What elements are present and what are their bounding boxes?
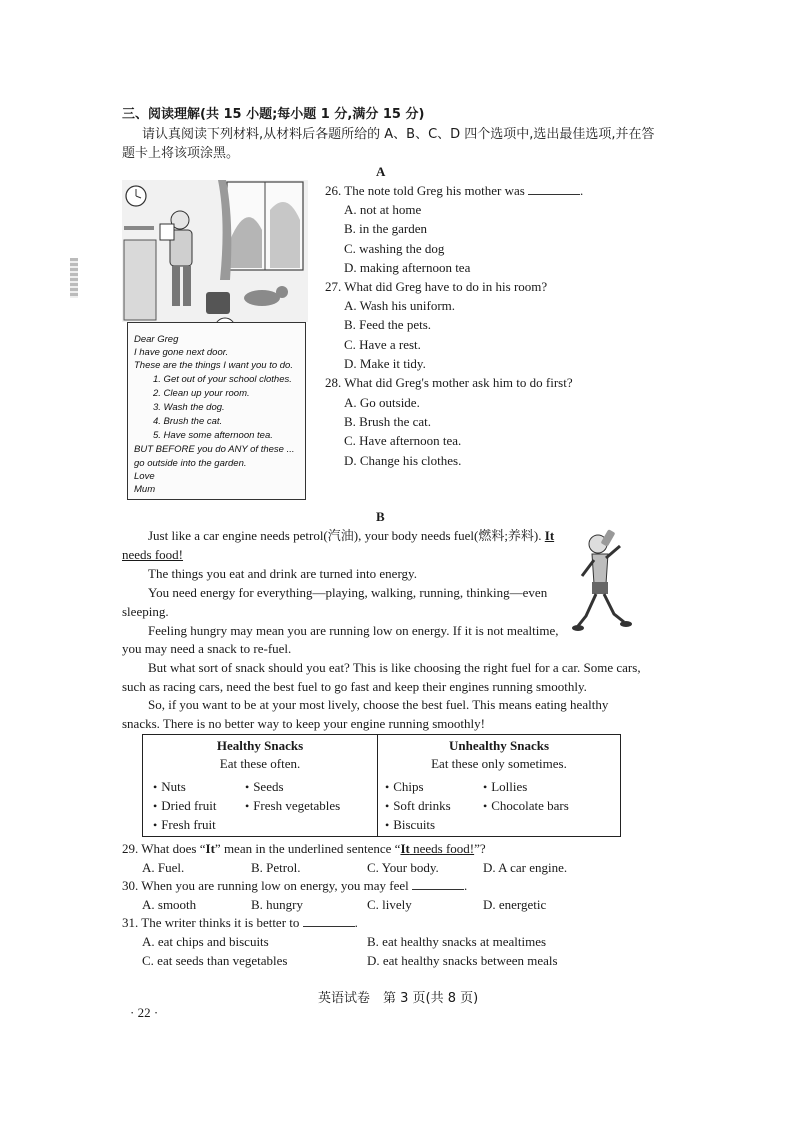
option-31b[interactable]: B. eat healthy snacks at mealtimes	[367, 934, 547, 949]
question-stem: ” mean in the underlined sentence “	[214, 841, 401, 856]
unhealthy-subtitle: Eat these only sometimes.	[431, 756, 567, 771]
healthy-item: • Seeds	[245, 778, 284, 796]
question-29	[122, 840, 486, 858]
option-29d[interactable]: D. A car engine.	[483, 860, 568, 875]
instruction-line-2: 题卡上将该项涂黑。	[122, 146, 240, 161]
passage-a-label: A	[376, 164, 386, 179]
para-text: Just like a car engine needs petrol(汽油), your body needs fuel(燃料;养料).	[148, 528, 542, 543]
quoted-it: It	[205, 841, 215, 856]
page-number: · 22 ·	[130, 1005, 159, 1020]
unhealthy-item: • Lollies	[483, 778, 527, 796]
option-31a[interactable]: A. eat chips and biscuits	[142, 934, 269, 949]
note-line: Dear Greg	[134, 334, 179, 345]
question-30	[122, 877, 467, 895]
option-26b[interactable]: B. in the garden	[344, 221, 428, 236]
passage-b-para1-line1	[148, 527, 554, 545]
note-line: BUT BEFORE you do ANY of these ...	[134, 444, 295, 455]
unhealthy-item: • Chips	[385, 778, 424, 796]
question-31	[122, 914, 358, 932]
margin-mark	[70, 258, 78, 298]
passage-b-para5-line1: But what sort of snack should you eat? This is like choosing the right fuel for a car. Some cars,	[148, 660, 641, 675]
note-line: These are the things I want you to do.	[134, 360, 293, 371]
passage-b-label: B	[376, 509, 385, 524]
runner-drinking-illustration	[568, 526, 640, 636]
option-31d[interactable]: D. eat healthy snacks between meals	[367, 953, 558, 968]
option-30d[interactable]: D. energetic	[483, 897, 547, 912]
question-stem: 26. The note told Greg his mother was	[325, 183, 525, 198]
page-footer-label: 英语试卷 第 3 页(共 8 页)	[318, 991, 479, 1006]
quoted-sentence: needs food!	[409, 841, 475, 856]
note-line: 5. Have some afternoon tea.	[153, 430, 273, 441]
healthy-subtitle: Eat these often.	[219, 756, 301, 771]
passage-b-para5-line2: such as racing cars, need the best fuel to go fast and keep their engines running smoothly.	[122, 679, 587, 694]
answer-blank	[303, 914, 355, 927]
healthy-item: • Fresh fruit	[153, 816, 216, 834]
unhealthy-item: • Biscuits	[385, 816, 435, 834]
option-31c[interactable]: C. eat seeds than vegetables	[142, 953, 288, 968]
passage-b-para3-line2: sleeping.	[122, 604, 169, 619]
quoted-it: It	[400, 841, 410, 856]
option-27b[interactable]: B. Feed the pets.	[344, 317, 432, 332]
question-stem: 31. The writer thinks it is better to	[122, 915, 300, 930]
passage-b-para4-line2: you may need a snack to re-fuel.	[122, 641, 292, 656]
note-line: I have gone next door.	[134, 347, 229, 358]
passage-b-para3-line1: You need energy for everything—playing, walking, running, thinking—even	[148, 585, 548, 600]
note-line: 3. Wash the dog.	[153, 402, 225, 413]
question-stem-end: .	[580, 183, 584, 198]
note-line: 1. Get out of your school clothes.	[153, 374, 292, 385]
option-30a[interactable]: A. smooth	[142, 897, 197, 912]
option-29c[interactable]: C. Your body.	[367, 860, 439, 875]
healthy-item: • Nuts	[153, 778, 186, 796]
answer-blank	[528, 182, 580, 195]
note-line: go outside into the garden.	[134, 458, 247, 469]
passage-b-para2: The things you eat and drink are turned into energy.	[148, 566, 417, 581]
section-title: 三、阅读理解(共 15 小题;每小题 1 分,满分 15 分)	[122, 107, 425, 122]
healthy-title: Healthy Snacks	[216, 738, 304, 753]
option-27d[interactable]: D. Make it tidy.	[344, 356, 426, 371]
note-line: Love	[134, 471, 155, 482]
unhealthy-item: • Chocolate bars	[483, 797, 569, 815]
question-stem-end: .	[354, 915, 358, 930]
underlined-it: It	[544, 528, 555, 543]
note-line: 4. Brush the cat.	[153, 416, 223, 427]
healthy-item: • Dried fruit	[153, 797, 216, 815]
note-line: 2. Clean up your room.	[153, 388, 250, 399]
option-30b[interactable]: B. hungry	[251, 897, 303, 912]
option-28d[interactable]: D. Change his clothes.	[344, 453, 462, 468]
option-27c[interactable]: C. Have a rest.	[344, 337, 421, 352]
passage-b-para6-line2: snacks. There is no better way to keep your engine running smoothly!	[122, 716, 485, 731]
mum-note	[127, 322, 306, 500]
question-26	[325, 182, 583, 200]
unhealthy-item: • Soft drinks	[385, 797, 451, 815]
unhealthy-title: Unhealthy Snacks	[448, 738, 550, 753]
healthy-item: • Fresh vegetables	[245, 797, 340, 815]
snack-table	[142, 734, 621, 837]
option-29a[interactable]: A. Fuel.	[142, 860, 185, 875]
option-30c[interactable]: C. lively	[367, 897, 412, 912]
option-28a[interactable]: A. Go outside.	[344, 395, 420, 410]
question-28: 28. What did Greg's mother ask him to do first?	[325, 375, 573, 390]
passage-b-para1-line2: needs food!	[122, 547, 184, 562]
option-27a[interactable]: A. Wash his uniform.	[344, 298, 456, 313]
question-stem-end: ”?	[474, 841, 486, 856]
option-28c[interactable]: C. Have afternoon tea.	[344, 433, 462, 448]
question-stem: 29. What does “	[122, 841, 206, 856]
option-26d[interactable]: D. making afternoon tea	[344, 260, 471, 275]
question-stem-end: .	[464, 878, 468, 893]
option-26a[interactable]: A. not at home	[344, 202, 422, 217]
note-line: Mum	[134, 484, 156, 495]
instruction-line-1: 请认真阅读下列材料,从材料后各题所给的 A、B、C、D 四个选项中,选出最佳选项,并在答	[142, 127, 655, 142]
question-stem: 30. When you are running low on energy, you may feel	[122, 878, 409, 893]
question-27: 27. What did Greg have to do in his room?	[325, 279, 548, 294]
option-28b[interactable]: B. Brush the cat.	[344, 414, 432, 429]
option-26c[interactable]: C. washing the dog	[344, 241, 445, 256]
passage-b-para6-line1: So, if you want to be at your most lively, choose the best fuel. This means eating healthy	[148, 697, 609, 712]
answer-blank	[412, 877, 464, 890]
option-29b[interactable]: B. Petrol.	[251, 860, 301, 875]
passage-b-para4-line1: Feeling hungry may mean you are running low on energy. If it is not mealtime,	[148, 623, 559, 638]
